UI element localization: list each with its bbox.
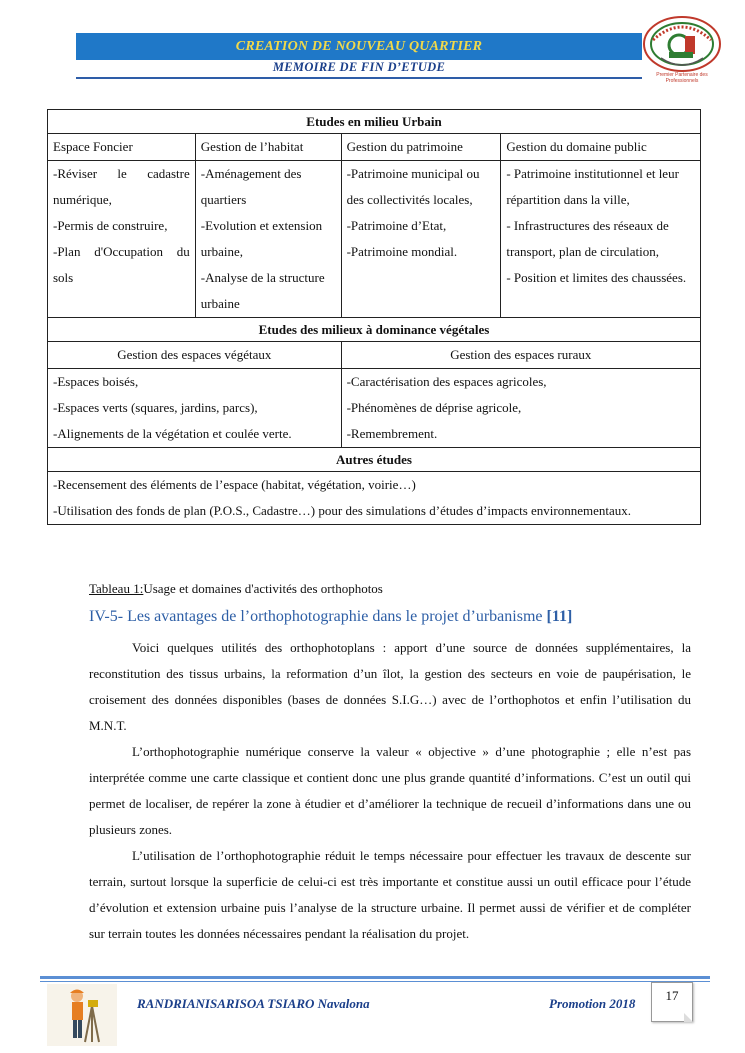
column-header: Gestion du patrimoine (341, 134, 501, 161)
column-header: Gestion de l’habitat (195, 134, 341, 161)
list-item: -Réviser le cadastre numérique, (53, 166, 190, 207)
orthophoto-usage-table (47, 109, 701, 525)
list-item: -Phénomènes de déprise agricole, (346, 400, 522, 415)
caption-text: Usage et domaines d'activités des orthophotos (143, 581, 383, 596)
list-item: -Permis de construire, (53, 218, 168, 233)
cell-gestion-patrimoine (341, 161, 501, 318)
list-item: -Patrimoine d’Etat, (346, 218, 447, 233)
list-item: -Espaces boisés, (53, 374, 139, 389)
footer-promotion: Promotion 2018 (549, 996, 636, 1011)
footer-divider-thin (40, 981, 710, 982)
list-item: -Analyse de la structure urbaine (200, 270, 325, 311)
citation-reference: [11] (546, 608, 573, 625)
page-number-text: 17 (665, 988, 679, 1003)
school-emblem-icon (641, 14, 723, 84)
header-banner: CREATION DE NOUVEAU QUARTIER (76, 33, 642, 60)
list-item: -Recensement des éléments de l’espace (habitat, végétation, voirie…) (53, 477, 416, 492)
column-header: Gestion des espaces ruraux (341, 342, 700, 369)
list-item: -Utilisation des fonds de plan (P.O.S., Cadastre…) pour des simulations d’études d’impacts environnementaux. (53, 503, 632, 518)
footer-author: RANDRIANISARISOA TSIARO Navalona (137, 996, 370, 1011)
page-number (651, 982, 693, 1022)
list-item: -Espaces verts (squares, jardins, parcs), (53, 400, 258, 415)
section-title-vegetales: Etudes des milieux à dominance végétales (48, 318, 701, 342)
table-caption (89, 581, 383, 597)
surveyor-illustration-icon (47, 984, 117, 1046)
section-heading-text: IV-5- Les avantages de l’orthophotographie dans le projet d’urbanisme (89, 608, 547, 625)
caption-label: Tableau 1: (89, 581, 144, 596)
column-header: Gestion du domaine public (501, 134, 701, 161)
logo-caption: Premier Partenaire des Professionnels (656, 72, 708, 84)
header-divider (76, 77, 642, 79)
paragraph: L’orthophotographie numérique conserve la valeur « objective » d’une photographie ; elle n’est pas interprétée comme une carte classique et contient donc une plus grande quantité d’informations. C’est un outil qui permet de localiser, de repérer la zone à étudier et d’améliorer la technique de recueil d’informations dans une ou plusieurs zones. (89, 744, 691, 837)
list-item: -Remembrement. (346, 426, 438, 441)
list-item: -Alignements de la végétation et coulée verte. (53, 426, 292, 441)
cell-gestion-habitat (195, 161, 341, 318)
list-item: -Caractérisation des espaces agricoles, (346, 374, 547, 389)
paragraph: L’utilisation de l’orthophotographie réduit le temps nécessaire pour effectuer les travaux de descente sur terrain, surtout lorsque la superficie de celui-ci est très importante et constitue aussi un outil efficace pour l’étude d’évolution et extension urbaine puis l’analyse de la structure urbaine. Il permet aussi de vérifier et de compléter sur terrain toutes les données nécessaires pendant la réalisation du projet. (89, 848, 691, 941)
list-item: -Patrimoine municipal ou des collectivités locales, (346, 166, 480, 207)
list-item: -Patrimoine mondial. (346, 244, 458, 259)
paragraph: Voici quelques utilités des orthophotoplans : apport d’une source de données supplémentaires, la reconstitution des tissus urbains, la reformation d’un îlot, la gestion des secteurs en voie de paupérisation, le croisement des données disponibles (bases de données S.I.G…) avec de l’orthophotos et enfin l’utilisation du M.N.T. (89, 640, 691, 733)
list-item: - Position et limites des chaussées. (506, 270, 687, 285)
cell-espaces-ruraux (341, 369, 700, 448)
list-item: -Aménagement des quartiers (200, 166, 302, 207)
cell-domaine-public (501, 161, 701, 318)
cell-espaces-vegetaux (48, 369, 342, 448)
list-item: - Infrastructures des réseaux de transport, plan de circulation, (506, 218, 669, 259)
list-item: - Patrimoine institutionnel et leur répartition dans la ville, (506, 166, 679, 207)
column-header: Espace Foncier (48, 134, 196, 161)
column-header: Gestion des espaces végétaux (48, 342, 342, 369)
header-subtitle: MEMOIRE DE FIN D’ETUDE (272, 60, 446, 74)
section-title-urbain: Etudes en milieu Urbain (48, 110, 701, 134)
list-item: -Plan d'Occupation du sols (53, 244, 190, 285)
section-heading (89, 608, 572, 626)
footer-divider (40, 976, 710, 979)
page-fold-icon (684, 1013, 693, 1022)
cell-autres-etudes (48, 472, 701, 525)
section-title-autres: Autres études (48, 448, 701, 472)
cell-espace-foncier (48, 161, 196, 318)
list-item: -Evolution et extension urbaine, (200, 218, 323, 259)
